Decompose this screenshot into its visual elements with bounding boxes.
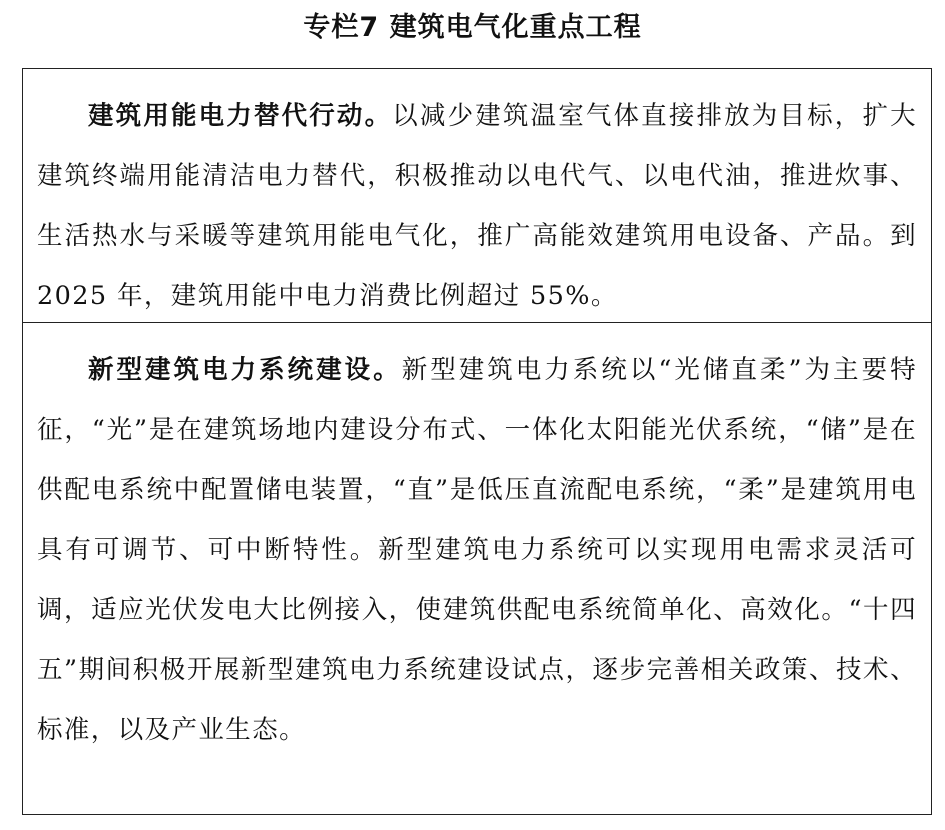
section-building-power-substitution [23, 69, 931, 323]
section-heading: 新型建筑电力系统建设。 [88, 355, 402, 385]
section-paragraph [37, 340, 917, 760]
section-body: 新型建筑电力系统以“光储直柔”为主要特征，“光”是在建筑场地内建设分布式、一体化太阳能光伏系统，“储”是在供配电系统中配置储电装置，“直”是低压直流配电系统，“柔”是建筑用电具有可调节、可中断特性。新型建筑电力系统可以实现用电需求灵活可调，适应光伏发电大比例接入，使建筑供配电系统简单化、高效化。“十四五”期间积极开展新型建筑电力系统建设试点，逐步完善相关政策、技术、标准，以及产业生态。 [37, 355, 917, 745]
section-new-building-power-system [23, 323, 931, 813]
column-title: 专栏7 建筑电气化重点工程 [303, 12, 642, 43]
section-heading: 建筑用能电力替代行动。 [88, 101, 393, 131]
section-body: 以减少建筑温室气体直接排放为目标，扩大建筑终端用能清洁电力替代，积极推动以电代气、以电代油，推进炊事、生活热水与采暖等建筑用能电气化，推广高能效建筑用电设备、产品。到 2025 年，建筑用能中电力消费比例超过 55%。 [37, 101, 917, 311]
section-paragraph [37, 86, 917, 326]
content-box [22, 68, 932, 815]
